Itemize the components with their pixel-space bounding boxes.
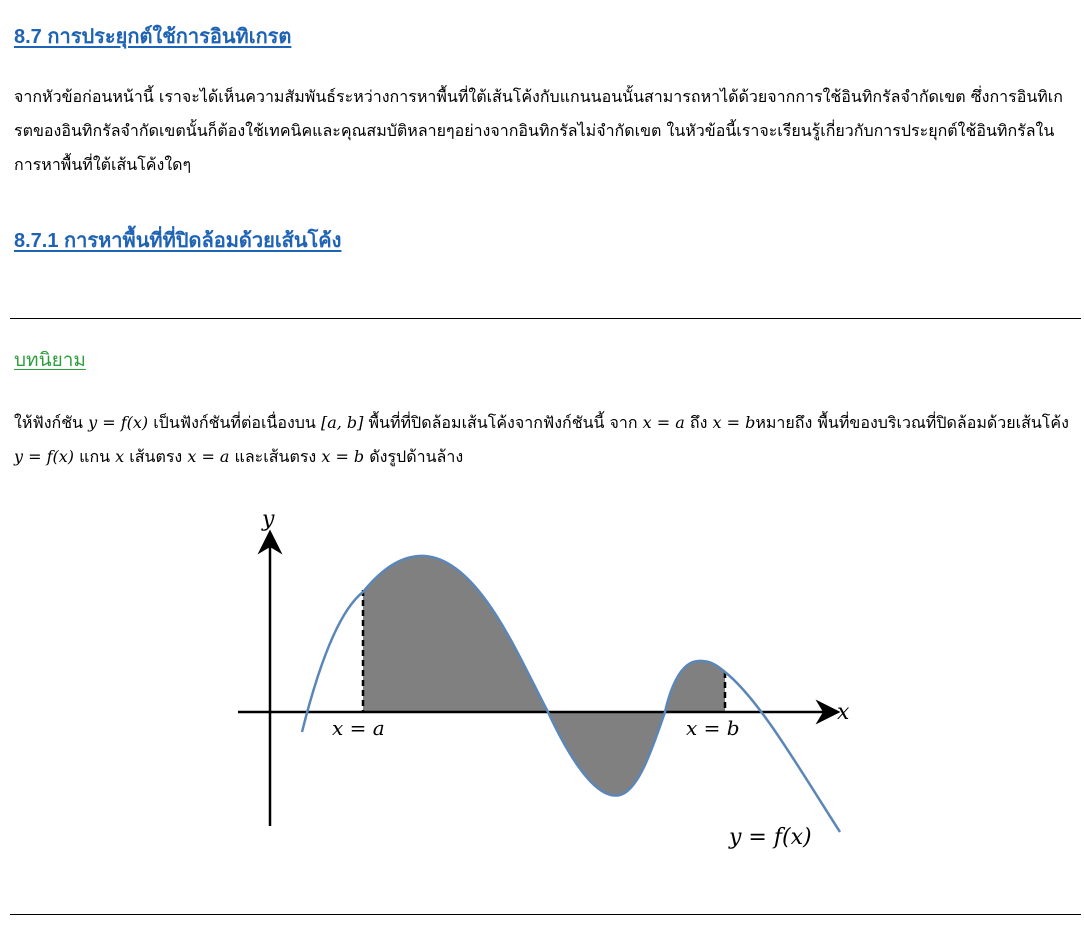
def-text: เส้นตรง (124, 447, 188, 466)
def-math: x (115, 447, 125, 466)
bottom-divider (10, 914, 1081, 915)
curve-label: y = f(x) (729, 825, 812, 850)
label-x-equals-b: x = b (686, 716, 740, 740)
section-heading: 8.7 การประยุกต์ใช้การอินทิเกรต (14, 26, 292, 48)
def-text: ถึง (684, 413, 713, 432)
def-math: y = f(x) (14, 447, 75, 466)
intro-paragraph: จากหัวข้อก่อนหน้านี้ เราจะได้เห็นความสัมพันธ์ระหว่างการหาพื้นที่ใต้เส้นโค้งกับแกนนอนนั้นสามารถหาได้ด้วยจากการใช้อินทิกรัลจำกัดเขต ซึ่งการอินทิเกรตของอินทิกรัลจำกัดเขตนั้นก็ต้องใช้เทคนิคและคุณสมบัติหลายๆอย่างจากอินทิกรัลไม่จำกัดเขต ในหัวข้อนี้เราจะเรียนรู้เกี่ยวกับการประยุกต์ใช้อินทิกรัลในการหาพื้นที่ใต้เส้นโค้งใดๆ (14, 87, 1063, 174)
y-axis-label: y (262, 507, 275, 532)
def-text: พื้นที่ที่ปิดล้อมเส้นโค้งจากฟังก์ชันนี้ จาก (363, 413, 643, 432)
x-axis-label: x (837, 700, 850, 725)
def-text: แกน (74, 447, 116, 466)
def-math: x = b (712, 413, 756, 432)
def-text: และเส้นตรง (229, 447, 322, 466)
label-x-equals-a: x = a (332, 716, 385, 740)
def-text: ดังรูปด้านล้าง (364, 447, 464, 466)
def-math: y = f(x) (88, 413, 149, 432)
shaded-region-1 (363, 556, 548, 712)
subsection-heading: 8.7.1 การหาพื้นที่ที่ปิดล้อมด้วยเส้นโค้ง (14, 230, 342, 252)
def-math: x = a (187, 447, 230, 466)
def-text: เป็นฟังก์ชันที่ต่อเนื่องบน (148, 413, 321, 432)
definition-title: บทนิยาม (14, 349, 86, 371)
def-text: ให้ฟังก์ชัน (14, 413, 89, 432)
def-math: x = a (642, 413, 685, 432)
def-text: หมายถึง พื้นที่ของบริเวณที่ปิดล้อมด้วยเส้นโค้ง (755, 413, 1069, 432)
def-math: [a, b] (320, 413, 364, 432)
def-math: x = b (321, 447, 365, 466)
shaded-region-2 (548, 712, 665, 796)
